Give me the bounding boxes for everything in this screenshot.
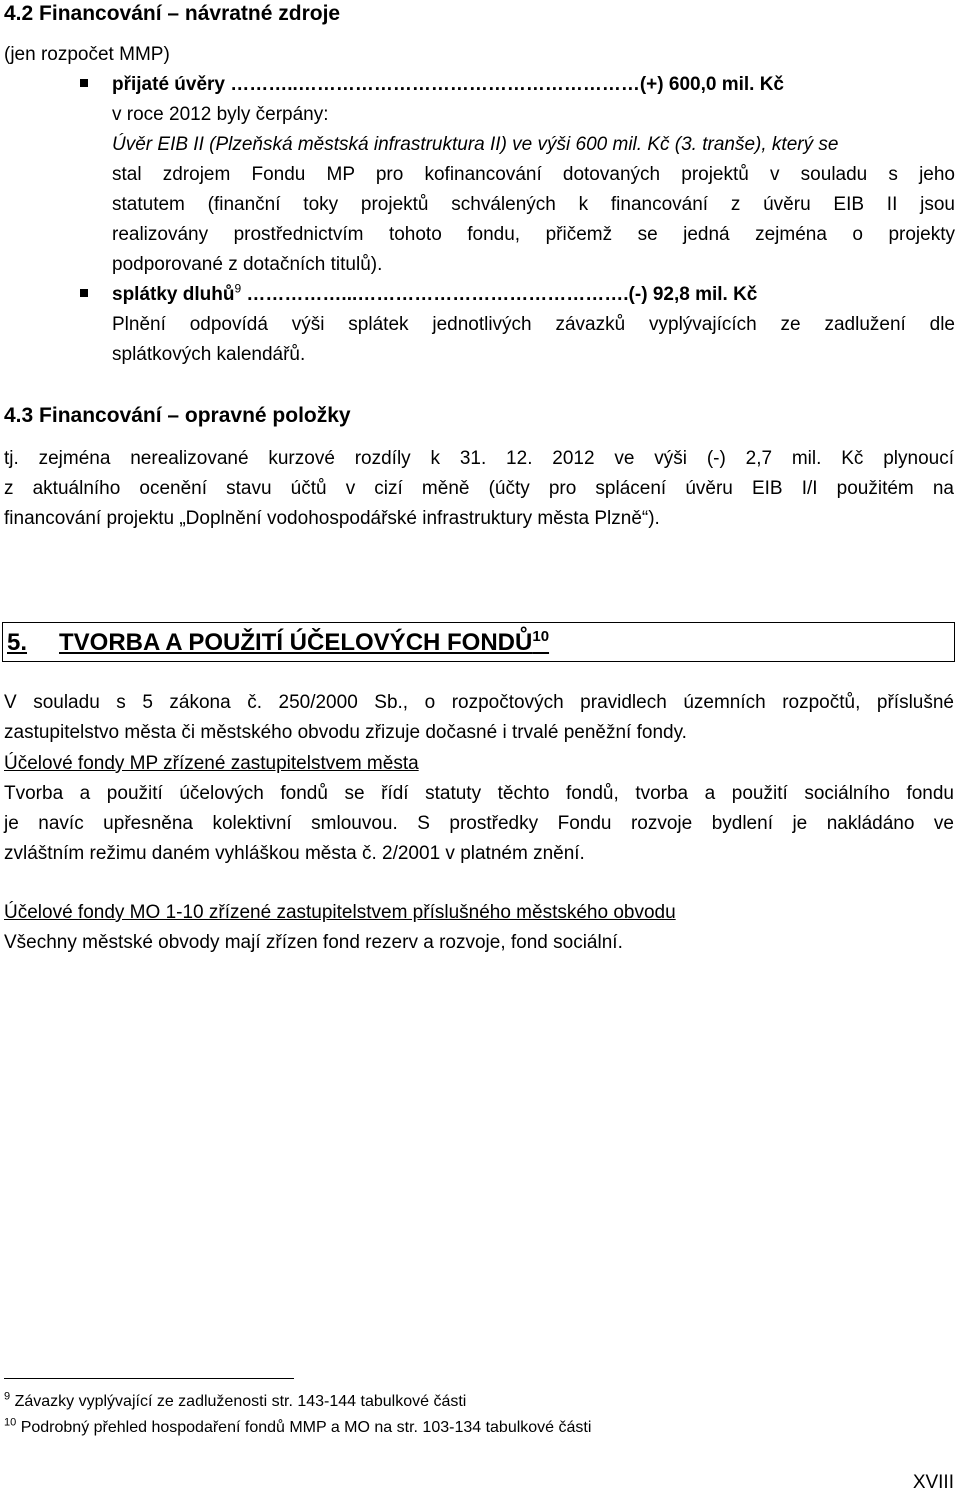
paragraph-line: splátkových kalendářů. xyxy=(112,344,306,365)
page-number: XVIII xyxy=(912,1472,954,1493)
section-4-3-heading: 4.3 Financování – opravné položky xyxy=(4,404,351,427)
footnote-separator xyxy=(4,1378,294,1379)
paragraph-line: zastupitelstvo města či městského obvodu zřizuje dočasné i trvalé peněžní fondy. xyxy=(4,722,687,743)
paragraph-line: tj. zejména nerealizované kurzové rozdíly k 31. 12. 2012 ve výši (-) 2,7 mil. Kč plynoucí xyxy=(4,448,954,469)
paragraph-line: Všechny městské obvody mají zřízen fond rezerv a rozvoje, fond sociální. xyxy=(4,932,623,953)
paragraph-line: z aktuálního ocenění stavu účtů v cizí měně (účty pro splácení úvěru EIB I/I použitém na xyxy=(4,478,954,499)
paragraph-line: v roce 2012 byly čerpány: xyxy=(112,104,329,125)
dot-leader: ……………...…………………………………… xyxy=(241,284,624,305)
footnote-number: 10 xyxy=(4,1416,17,1429)
paragraph-line: stal zdrojem Fondu MP pro kofinancování dotovaných projektů v souladu s jeho xyxy=(112,164,955,185)
bullet-label: splátky dluhů xyxy=(112,284,235,305)
footnote-ref[interactable]: 9 xyxy=(234,281,242,296)
dot-leader: ………..……………………………………………… xyxy=(225,74,640,95)
bullet-value: .(-) 92,8 mil. Kč xyxy=(623,284,758,305)
footnote-10 xyxy=(4,1418,591,1438)
bullet-label: přijaté úvěry xyxy=(112,74,225,95)
footnote-9 xyxy=(4,1392,466,1412)
section-number: 5. xyxy=(7,629,28,656)
paragraph-line: je navíc upřesněna kolektivní smlouvou. S prostředky Fondu rozvoje bydlení je nakládáno ve xyxy=(4,813,954,834)
paragraph-line: Tvorba a použití účelových fondů se řídí statuty těchto fondů, tvorba a použití sociálního fondu xyxy=(4,783,954,804)
footnote-text: Podrobný přehled hospodaření fondů MMP a MO na str. 103-134 tabulkové části xyxy=(20,1419,592,1436)
bullet-received-loans xyxy=(112,73,784,97)
footnote-ref[interactable]: 10 xyxy=(532,628,550,645)
paragraph-line: podporované z dotačních titulů). xyxy=(112,254,383,275)
paragraph-line: Plnění odpovídá výši splátek jednotlivých závazků vyplývajících ze zadlužení dle xyxy=(112,314,955,335)
paragraph-line: zvláštním režimu daném vyhláškou města č. 2/2001 v platném znění. xyxy=(4,843,585,864)
section-4-2-heading: 4.2 Financování – návratné zdroje xyxy=(4,2,341,25)
paragraph-line: Úvěr EIB II (Plzeňská městská infrastruktura II) ve výši 600 mil. Kč (3. tranše), který se xyxy=(112,134,839,155)
section-5-heading-box xyxy=(2,622,955,662)
paragraph-line: realizovány prostřednictvím tohoto fondu, přičemž se jedná zejména o projekty xyxy=(112,224,955,245)
footnote-number: 9 xyxy=(4,1390,11,1403)
bullet-square-icon xyxy=(80,79,88,87)
bullet-debt-repayments xyxy=(112,283,757,307)
paragraph-line: statutem (finanční toky projektů schválených k financování z úvěru EIB II jsou xyxy=(112,194,955,215)
bullet-value: (+) 600,0 mil. Kč xyxy=(639,74,784,95)
bullet-square-icon xyxy=(80,289,88,297)
paragraph-line: financování projektu „Doplnění vodohospodářské infrastruktury města Plzně“). xyxy=(4,508,660,529)
footnote-text: Závazky vyplývající ze zadluženosti str. 143-144 tabulkové části xyxy=(14,1393,467,1410)
scope-note: (jen rozpočet MMP) xyxy=(4,44,170,65)
section-5-heading xyxy=(7,629,549,657)
subheading-mp-funds: Účelové fondy MP zřízené zastupitelstvem města xyxy=(4,753,419,774)
paragraph-line: V souladu s 5 zákona č. 250/2000 Sb., o rozpočtových pravidlech územních rozpočtů, příslušné xyxy=(4,692,954,713)
subheading-mo-funds: Účelové fondy MO 1-10 zřízené zastupitelstvem příslušného městského obvodu xyxy=(4,902,676,923)
section-title: TVORBA A POUŽITÍ ÚČELOVÝCH FONDŮ xyxy=(59,629,533,656)
